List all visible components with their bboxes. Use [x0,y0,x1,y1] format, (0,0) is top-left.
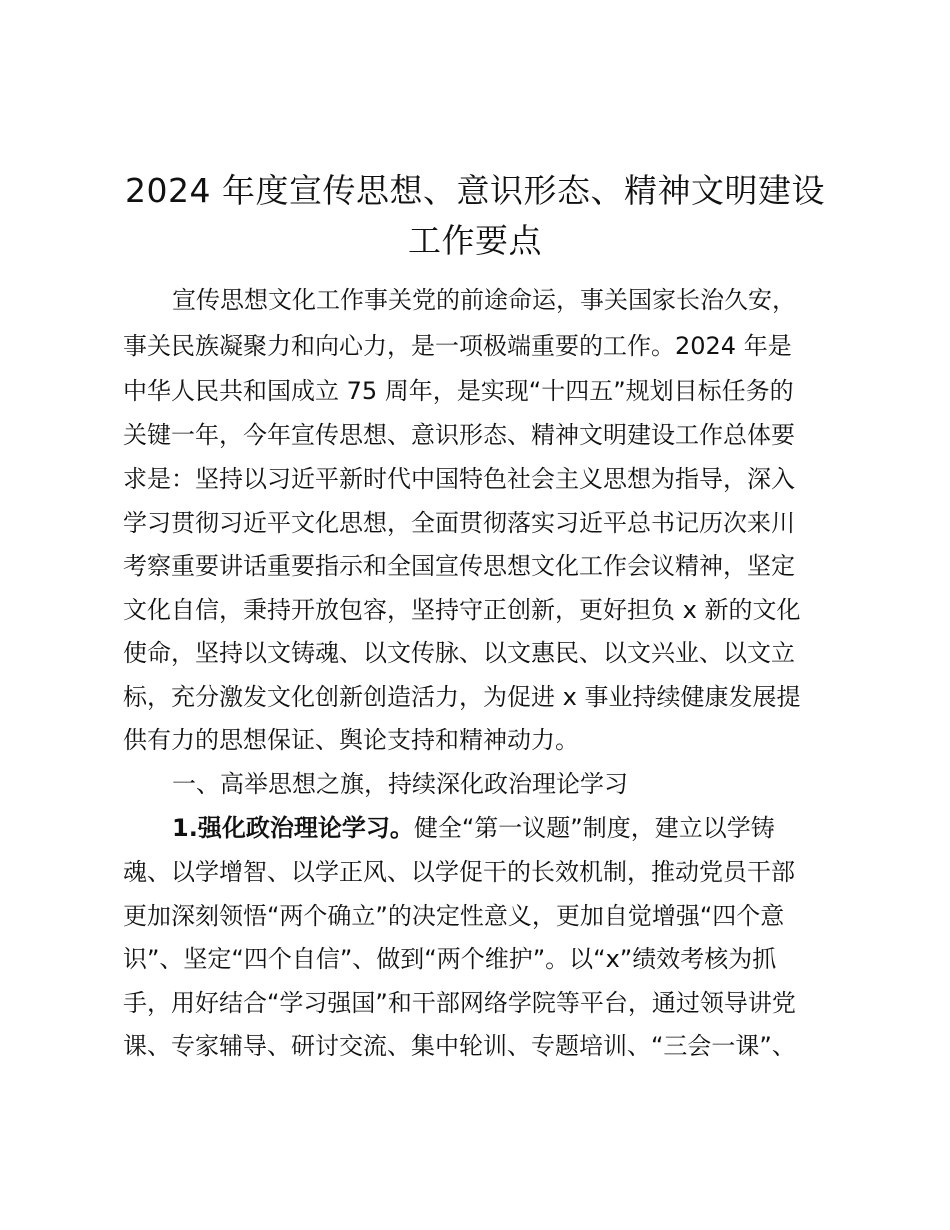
item-line: 识”、坚定“四个自信”、做到“两个维护”。以“x”绩效考核为抓 [123,945,777,973]
intro-line: 求是：坚持以习近平新时代中国特色社会主义思想为指导，深入 [123,465,795,493]
item-line: 魂、以学增智、以学正风、以学促干的长效机制，推动党员干部 [123,858,795,886]
intro-line: 关键一年，今年宣传思想、意识形态、精神文明建设工作总体要 [123,421,795,449]
section-heading: 一、高举思想之旗，持续深化政治理论学习 [172,770,628,798]
intro-line: 文化自信，秉持开放包容，坚持守正创新，更好担负 x 新的文化 [123,596,801,624]
item-line: 手，用好结合“学习强国”和干部网络学院等平台，通过领导讲党 [123,989,796,1017]
item-label: 1.强化政治理论学习。 [172,814,414,842]
item-line: 课、专家辅导、研讨交流、集中轮训、专题培训、“三会一课”、 [123,1032,796,1060]
document-title-line-1: 2024 年度宣传思想、意识形态、精神文明建设 [125,171,825,210]
item-line: 更加深刻领悟“两个确立”的决定性意义，更加自觉增强“四个意 [123,902,785,930]
item-text: 健全“第一议题”制度，建立以学铸 [413,814,775,842]
intro-line: 学习贯彻习近平文化思想，全面贯彻落实习近平总书记历次来川 [123,509,795,537]
intro-line: 宣传思想文化工作事关党的前途命运，事关国家长治久安， [172,286,796,314]
intro-line: 中华人民共和国成立 75 周年，是实现“十四五”规划目标任务的 [123,377,794,405]
intro-line: 事关民族凝聚力和向心力，是一项极端重要的工作。2024 年是 [123,332,792,360]
item-first-line [172,813,823,843]
intro-line: 标，充分激发文化创新创造活力，为促进 x 事业持续健康发展提 [123,683,801,711]
intro-line: 考察重要讲话重要指示和全国宣传思想文化工作会议精神，坚定 [123,552,795,580]
document-title-line-2: 工作要点 [408,221,542,260]
intro-line: 使命，坚持以文铸魂、以文传脉、以文惠民、以文兴业、以文立 [123,639,795,667]
intro-line: 供有力的思想保证、舆论支持和精神动力。 [123,726,579,754]
